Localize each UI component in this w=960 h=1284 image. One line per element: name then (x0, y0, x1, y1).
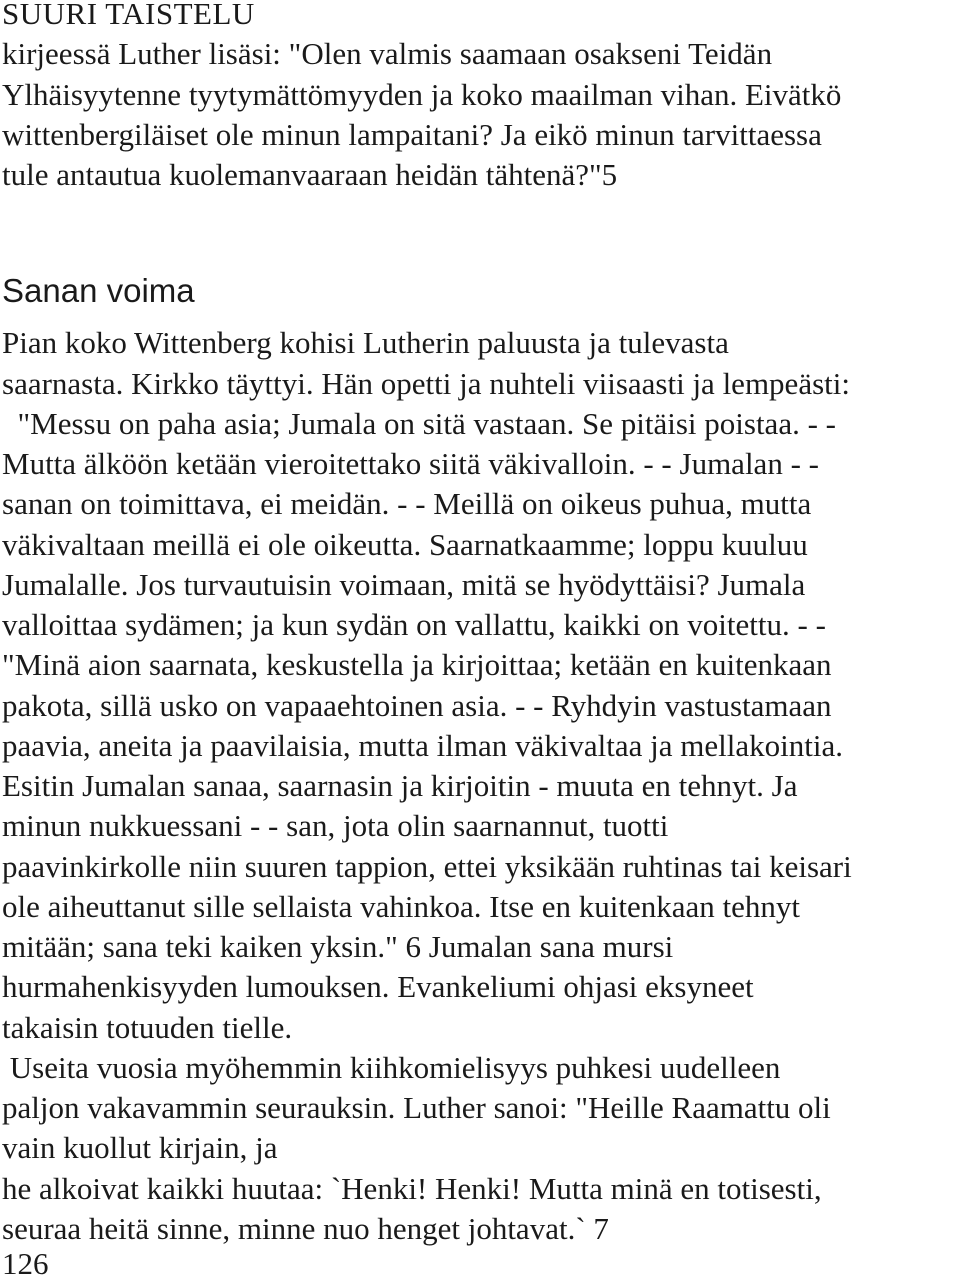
text-line: vain kuollut kirjain, ja (2, 1130, 278, 1165)
text-line: takaisin totuuden tielle. (2, 1010, 293, 1045)
page-number: 126 (2, 1246, 49, 1281)
text-line: paavinkirkolle niin suuren tappion, ettei yksikään ruhtinas tai keisari (2, 849, 852, 884)
text-line: Jumalalle. Jos turvautuisin voimaan, mitä se hyödyttäisi? Jumala (2, 567, 806, 602)
text-line: he alkoivat kaikki huutaa: `Henki! Henki! Mutta minä en totisesti, (2, 1171, 822, 1206)
text-line: Ylhäisyytenne tyytymättömyyden ja koko maailman vihan. Eivätkö (2, 77, 842, 112)
text-line: sanan on toimittava, ei meidän. - - Meillä on oikeus puhua, mutta (2, 486, 812, 521)
text-line: minun nukkuessani - - san, jota olin saarnannut, tuotti (2, 808, 669, 843)
text-line: hurmahenkisyyden lumouksen. Evankeliumi ohjasi eksyneet (2, 969, 754, 1004)
text-line: tule antautua kuolemanvaaraan heidän tähtenä?"5 (2, 157, 618, 192)
text-line: paavia, aneita ja paavilaisia, mutta ilman väkivaltaa ja mellakointia. (2, 728, 843, 763)
text-line: Useita vuosia myöhemmin kiihkomielisyys puhkesi uudelleen (2, 1050, 781, 1085)
text-line: "Messu on paha asia; Jumala on sitä vastaan. Se pitäisi poistaa. - - (2, 406, 836, 441)
text-line: mitään; sana teki kaiken yksin." 6 Jumalan sana mursi (2, 929, 674, 964)
text-line: Esitin Jumalan sanaa, saarnasin ja kirjoitin - muuta en tehnyt. Ja (2, 768, 798, 803)
running-header: SUURI TAISTELU (2, 0, 255, 31)
section-heading: Sanan voima (2, 272, 195, 309)
text-line: "Minä aion saarnata, keskustella ja kirjoittaa; ketään en kuitenkaan (2, 647, 832, 682)
text-line: paljon vakavammin seurauksin. Luther sanoi: "Heille Raamattu oli (2, 1090, 831, 1125)
text-line: valloittaa sydämen; ja kun sydän on vallattu, kaikki on voitettu. - - (2, 607, 826, 642)
text-line: pakota, sillä usko on vapaaehtoinen asia. - - Ryhdyin vastustamaan (2, 688, 832, 723)
text-line: Mutta älköön ketään vieroitettako siitä väkivalloin. - - Jumalan - - (2, 446, 819, 481)
text-line: seuraa heitä sinne, minne nuo henget johtavat.` 7 (2, 1211, 609, 1246)
text-line: väkivaltaan meillä ei ole oikeutta. Saarnatkaamme; loppu kuuluu (2, 527, 808, 562)
text-line: Pian koko Wittenberg kohisi Lutherin paluusta ja tulevasta (2, 325, 729, 360)
text-line: kirjeessä Luther lisäsi: "Olen valmis saamaan osakseni Teidän (2, 36, 773, 71)
text-line: wittenbergiläiset ole minun lampaitani? Ja eikö minun tarvittaessa (2, 117, 822, 152)
text-line: saarnasta. Kirkko täyttyi. Hän opetti ja nuhteli viisaasti ja lempeästi: (2, 366, 850, 401)
text-line: ole aiheuttanut sille sellaista vahinkoa. Itse en kuitenkaan tehnyt (2, 889, 801, 924)
